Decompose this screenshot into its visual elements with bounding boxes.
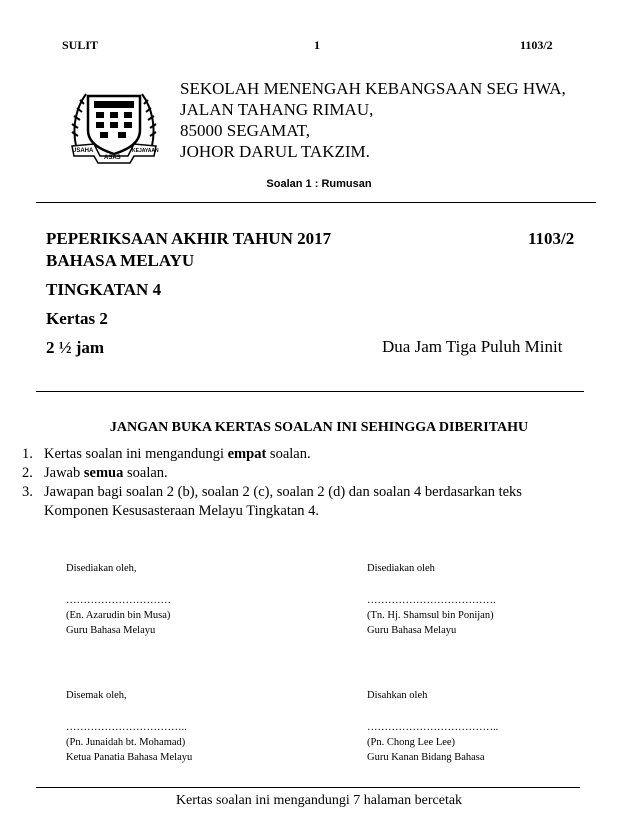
signature-name: (En. Azarudin bin Musa) <box>66 610 171 621</box>
list-item-number: 1. <box>22 446 33 462</box>
signature-label: Disahkan oleh <box>367 690 428 701</box>
signature-block <box>66 688 192 765</box>
signature-role: Guru Bahasa Melayu <box>66 625 156 636</box>
divider-middle <box>36 391 584 392</box>
list-item <box>22 483 602 521</box>
exam-form: TINGKATAN 4 <box>46 280 162 299</box>
divider-bottom <box>36 787 580 788</box>
list-item-bold: empat <box>227 446 267 462</box>
exam-duration: 2 ½ jam <box>46 338 105 357</box>
signature-label: Disediakan oleh, <box>66 563 137 574</box>
header-code: 1103/2 <box>520 38 553 52</box>
exam-code: 1103/2 <box>528 229 575 248</box>
signature-name: (Pn. Chong Lee Lee) <box>367 737 456 748</box>
instructions-list <box>22 445 602 521</box>
crest-label-asas: ASAS <box>104 155 121 161</box>
exam-duration-words: Dua Jam Tiga Puluh Minit <box>382 337 563 356</box>
signature-role: Guru Bahasa Melayu <box>367 625 457 636</box>
signature-role: Ketua Panatia Bahasa Melayu <box>66 752 193 763</box>
signature-line: ………………………………. <box>367 595 496 606</box>
exam-subject: BAHASA MELAYU <box>46 251 195 270</box>
soalan-label: Soalan 1 : Rumusan <box>266 178 372 190</box>
school-crest-logo <box>70 86 158 164</box>
signature-role: Guru Kanan Bidang Bahasa <box>367 752 485 763</box>
school-address-line: JALAN TAHANG RIMAU, <box>180 100 374 119</box>
list-item-text: Jawab <box>44 465 84 481</box>
header-sulit: SULIT <box>62 38 99 52</box>
signature-label: Disediakan oleh <box>367 563 435 574</box>
list-item-text: soalan. <box>123 465 168 481</box>
school-address-line: 85000 SEGAMAT, <box>180 121 311 140</box>
list-item <box>22 445 602 464</box>
exam-paper: Kertas 2 <box>46 309 108 328</box>
signature-block <box>367 688 498 765</box>
list-item-text: Jawapan bagi soalan 2 (b), soalan 2 (c), soalan 2 (d) dan soalan 4 berdasarkan teks Komponen Kesusasteraan Melayu Tingkatan 4. <box>44 484 522 519</box>
signature-label: Disemak oleh, <box>66 690 127 701</box>
school-address-line: JOHOR DARUL TAKZIM. <box>180 142 370 161</box>
exam-title: PEPERIKSAAN AKHIR TAHUN 2017 <box>46 229 332 248</box>
list-item-text: soalan. <box>266 446 311 462</box>
list-item <box>22 464 602 483</box>
crest-label-kejayaan: KEJAYAAN <box>132 148 159 154</box>
signature-name: (Tn. Hj. Shamsul bin Ponijan) <box>367 610 494 621</box>
footer-text: Kertas soalan ini mengandungi 7 halaman bercetak <box>175 793 463 808</box>
crest-label-usaha: USAHA <box>72 148 94 154</box>
signature-line: …………………………….. <box>66 722 187 733</box>
list-item-number: 3. <box>22 484 33 500</box>
signature-block <box>367 561 496 638</box>
signature-line: ………………………… <box>66 595 171 606</box>
list-item-text: Kertas soalan ini mengandungi <box>44 446 228 462</box>
school-address <box>180 78 566 162</box>
divider-top <box>36 202 596 203</box>
list-item-bold: semua <box>83 465 124 481</box>
list-item-number: 2. <box>22 465 33 481</box>
signature-line: ……………………………….. <box>367 722 499 733</box>
signature-name: (Pn. Junaidah bt. Mohamad) <box>66 737 186 748</box>
school-address-line: SEKOLAH MENENGAH KEBANGSAAN SEG HWA, <box>180 79 566 98</box>
warning-text: JANGAN BUKA KERTAS SOALAN INI SEHINGGA DIBERITAHU <box>109 420 529 435</box>
header-page-number: 1 <box>314 38 320 52</box>
signature-block <box>66 561 171 638</box>
